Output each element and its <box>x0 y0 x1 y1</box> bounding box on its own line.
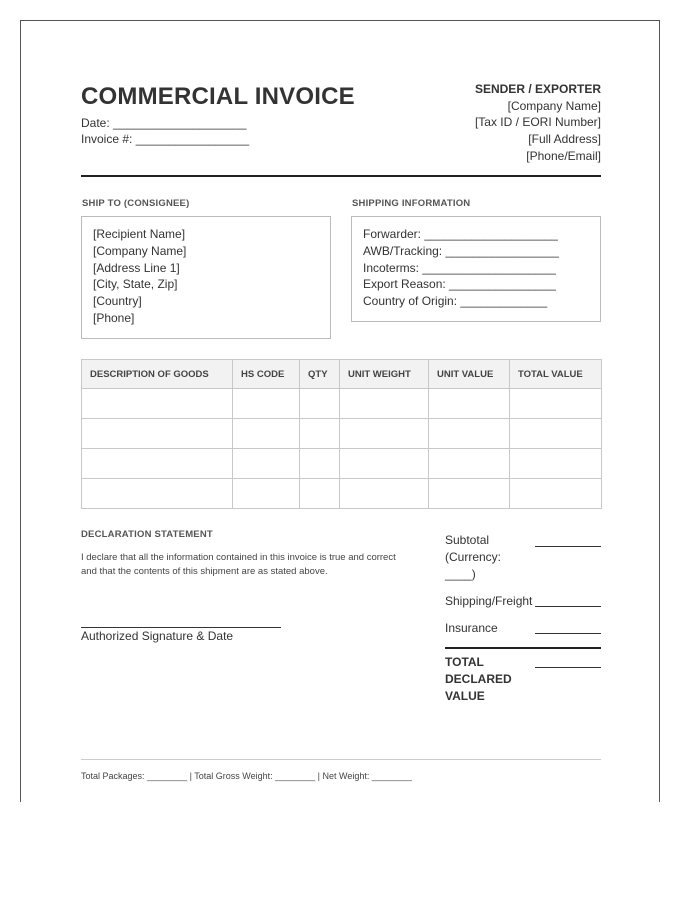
insurance-label: Insurance <box>445 621 498 635</box>
insurance-blank <box>535 633 601 634</box>
table-cell <box>510 449 602 479</box>
shipping-info-heading: SHIPPING INFORMATION <box>352 198 471 209</box>
shipping-freight-label: Shipping/Freight <box>445 594 533 608</box>
declaration-heading: DECLARATION STATEMENT <box>81 529 213 540</box>
table-cell <box>510 479 602 509</box>
subtotal-blank <box>535 546 601 547</box>
table-cell <box>300 389 340 419</box>
incoterms-field: Incoterms: ____________________ <box>363 260 556 275</box>
recipient-company: [Company Name] <box>93 243 187 258</box>
column-header-description: DESCRIPTION OF GOODS <box>82 360 233 389</box>
table-row <box>82 419 602 449</box>
table-cell <box>82 479 233 509</box>
footer-summary: Total Packages: ________ | Total Gross Weight: ________ | Net Weight: ________ <box>81 771 412 781</box>
table-header-row <box>82 360 602 389</box>
date-field: Date: ____________________ <box>81 116 247 130</box>
shipping-freight-blank <box>535 606 601 607</box>
recipient-name: [Recipient Name] <box>93 227 186 241</box>
tracking-field: AWB/Tracking: _________________ <box>363 243 559 258</box>
forwarder-field: Forwarder: ____________________ <box>363 227 558 241</box>
table-cell <box>429 389 510 419</box>
total-declared-value-label: TOTAL DECLARED VALUE <box>445 655 512 703</box>
table-cell <box>300 449 340 479</box>
table-row <box>82 389 602 419</box>
table-cell <box>340 449 429 479</box>
table-cell <box>340 389 429 419</box>
table-cell <box>510 419 602 449</box>
table-cell <box>340 479 429 509</box>
sender-company: [Company Name] <box>507 98 601 113</box>
table-cell <box>429 419 510 449</box>
sender-heading: SENDER / EXPORTER <box>474 82 601 96</box>
sender-contact: [Phone/Email] <box>526 148 601 163</box>
table-row <box>82 449 602 479</box>
recipient-country: [Country] <box>93 294 142 309</box>
signature-line <box>81 627 281 628</box>
table-row <box>82 479 602 509</box>
table-cell <box>233 479 300 509</box>
table-cell <box>233 419 300 449</box>
column-header-total-value: TOTAL VALUE <box>510 360 602 389</box>
declaration-text: I declare that all the information contained in this invoice is true and correct and that the contents of this shipment are as stated above. <box>81 552 396 578</box>
column-header-hs-code: HS CODE <box>233 360 300 389</box>
table-cell <box>300 479 340 509</box>
table-cell <box>300 419 340 449</box>
table-cell <box>340 419 429 449</box>
sender-tax-id: [Tax ID / EORI Number] <box>474 115 601 130</box>
invoice-title: COMMERCIAL INVOICE <box>81 83 355 110</box>
table-cell <box>429 479 510 509</box>
subtotal-label: Subtotal (Currency: ____) <box>445 533 502 581</box>
header-divider <box>81 175 601 177</box>
recipient-city: [City, State, Zip] <box>93 277 178 292</box>
sender-address: [Full Address] <box>528 132 601 147</box>
table-cell <box>233 389 300 419</box>
table-cell <box>82 419 233 449</box>
signature-label: Authorized Signature & Date <box>81 629 234 643</box>
footer-divider <box>81 759 601 760</box>
column-header-unit-value: UNIT VALUE <box>429 360 510 389</box>
column-header-unit-weight: UNIT WEIGHT <box>340 360 429 389</box>
invoice-number-field: Invoice #: _________________ <box>81 132 250 146</box>
recipient-phone: [Phone] <box>93 310 135 325</box>
ship-to-heading: SHIP TO (CONSIGNEE) <box>82 198 190 209</box>
table-cell <box>82 389 233 419</box>
table-cell <box>233 449 300 479</box>
sender-block <box>475 81 601 165</box>
ship-to-box <box>81 216 331 339</box>
table-cell <box>429 449 510 479</box>
shipping-info-box <box>351 216 601 322</box>
export-reason-field: Export Reason: ________________ <box>363 277 556 292</box>
recipient-address: [Address Line 1] <box>93 260 180 275</box>
column-header-qty: QTY <box>300 360 340 389</box>
totals-divider <box>445 647 601 649</box>
country-of-origin-field: Country of Origin: _____________ <box>363 294 548 309</box>
goods-table <box>81 359 602 509</box>
total-declared-value-blank <box>535 667 601 668</box>
table-cell <box>510 389 602 419</box>
table-cell <box>82 449 233 479</box>
